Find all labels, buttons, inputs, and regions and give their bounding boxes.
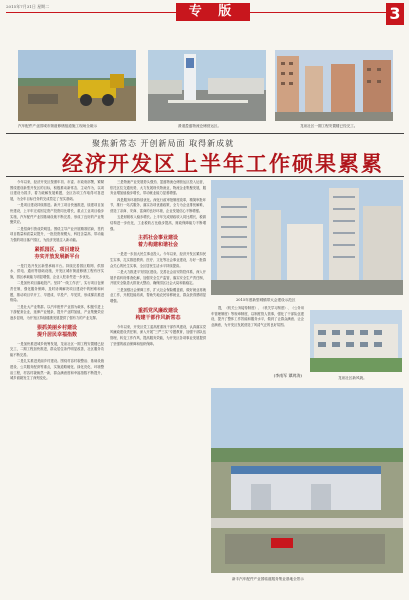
headline-rule-bottom (6, 176, 404, 177)
photo-caption: 汽车配件产业园城市街道修缮组道施工现场全貌示 (18, 124, 98, 128)
photo-caption: 龙泉社区一期工程安置楼已经完工。 (300, 124, 358, 128)
paragraph: 二是扎实推进美丽乡村建设。围绕村容村貌整治、基础设施建设、公共服务配套等重点，实施道路硬化、绿化亮化、环境整治工程，村容村貌焕然一新，群众满意度和幸福指数不断提升，城乡面貌发生了深刻变化。 (10, 359, 104, 381)
photo-longquan-community (310, 310, 402, 372)
headline-rule-top (6, 133, 404, 134)
paragraph: 三是物流产业发展势头强劲，盈盛物流仓储营运区投入运营，依托区位交通优势，大力发展现代物流业，物流企业集聚发展，服务业增加值稳步增长，带动就业能力显著增强。 (110, 180, 206, 196)
middle-column (110, 180, 206, 592)
section-masthead: 专 版 (176, 3, 250, 21)
section-heading: 重抓党风廉政建设 构建干部作风新常态 (135, 307, 181, 321)
photo-auto-parts-industrial-base (211, 388, 403, 573)
subheadline: 聚焦新常态 开创新局面 取得新成就 (92, 139, 235, 148)
paragraph: 一是打造开发区新型承载平台。持续完善园区路网、供排水、供电、通讯等基础设施，开发区城市街道修缮工程有序实施，园区承载能力明显增强，企业入驻条件进一步优化。 (10, 263, 104, 280)
paragraph: 一是项目建设持续推进。新开工项目快速推进，续建项目加快建设，上半年完成固定资产投资同比增长，重点工业项目稳步实施，汽车配件产业园基础设施不断完善，形成了良好的产业集聚效应。 (10, 203, 104, 225)
paragraph: 四是服务环境持续优化。深化行政审批制度改革，精简审批环节，推行一站式服务，落实各项优惠政策，全力为企业排忧解难，营造了亲商、安商、富商的良好环境，企业发展信心不断增强。 (110, 197, 206, 214)
photo-caption: 新丰汽车配件产业园临道服务集业基地全景示 (232, 577, 304, 581)
paragraph: 五是财税收入稳步增长。上半年完成财政收入同比增长，税源结构进一步优化，工业税收占比稳步提高，财政保障能力不断增强。 (110, 215, 206, 231)
paragraph: 二是加快项目落地投产。坚持“一线工作法”，实行项目包保责任制，强化服务保障，及时协调解决项目建设中的困难和问题，推动项目早开工、早建成、早投产、早见效，形成梯次推进格局。 (10, 281, 104, 303)
issue-date: 2015年7月31日 星期二 (6, 4, 50, 9)
paragraph: 二是招商引资成效明显。围绕主导产业开展精准招商，签约项目数量和质量双提升，一批投资规模大、科技含量高、带动能力强的项目落户园区，为经济发展注入新动能。 (10, 226, 104, 243)
paragraph: 今年以来，开发区党工委高度重视干部作风建设，认真落实党风廉政建设责任制，深入开展“三严三实”专题教育，加强干部队伍管理，转变工作作风，提高服务效能，为开发区各项事业发展提供了坚强的政治保障和组织保障。 (110, 324, 206, 346)
page-number: 3 (386, 3, 404, 25)
section-heading: 主抓社会事业建设 着力构建和谐社会 (137, 235, 178, 249)
right-column-text (211, 306, 304, 370)
photo-longquan-resettlement (275, 50, 393, 121)
paragraph: 今年以来，经济开发区按照年初、市委、市政府部署，紧紧围绕建设新型开发区的目标，积极推动新常态、主动作为，以项目建设为抓手，着力破解发展难题，全区各项工作取得可喜进展，为全年目标任务的完成奠定了坚实基础。 (10, 180, 104, 202)
paragraph: 三是壮大产业集群。以汽车配件产业园为载体，积极引进上下游配套企业，延伸产业链条，提升产业附加值，产业集聚效应逐步显现，为开发区持续健康发展提供了强有力的产业支撑。 (10, 304, 104, 321)
section-heading: 紧抓园区、项目建设 夯实开放发展新平台 (34, 246, 80, 260)
paragraph: 一是进一步加大民生事业投入。今年以来，经济开发区紧扣民生实事，扎实推进教育、医疗、文化等社会事业建设，办好一批群众关心的民生实事，全区居民生活水平持续提高。 (110, 252, 206, 268)
paragraph: 二是大力推进平安园区建设。完善社会治安防控体系，深入开展矛盾纠纷排查化解，加强安全生产监管，落实安全生产责任制，开展安全隐患大排查大整治，确保园区社会大局和谐稳定。 (110, 269, 206, 286)
headline: 经济开发区上半年工作硕果累累 (62, 151, 384, 176)
paragraph: 三是加强社会保障工作，扩大社会保险覆盖面，做好就业再就业工作，开展技能培训，帮助失地农民转移就业，群众获得感明显增强。 (110, 287, 206, 303)
photo-new-town-demonstration (211, 180, 403, 295)
left-column (10, 180, 104, 592)
photo-logistics-warehouse (148, 50, 266, 121)
section-heading: 狠抓美丽乡村建设 提升居民幸福指数 (36, 324, 77, 338)
photo-auto-parts-construction (18, 50, 136, 121)
paragraph: 一是加快推进城乡统筹发展，龙泉社区一期工程安置楼已经完工，二期工程加快推进，群众居住条件明显改善，社区服务功能不断完善。 (10, 341, 104, 358)
author-credit: (李南军 谭鸿涛) (273, 373, 302, 378)
photo-caption: 龙泉社区新风貌。 (338, 376, 367, 380)
photo-caption: 2015年度新型城镇带大会建设示范区 (236, 298, 296, 302)
photo-caption: 滑道盈盛物流仓储营运区。 (178, 124, 222, 128)
paragraph: 提，《机关公务接待制度》、《机关学习制度》、《公务用车管理制度》等规章制度，以制度管人管事，强化了干部队伍建设，提升了整体工作效能和服务水平，做到了让群众满意、让企业满意，为开发区发展营造了风清气正的良好氛围。 (211, 306, 304, 328)
